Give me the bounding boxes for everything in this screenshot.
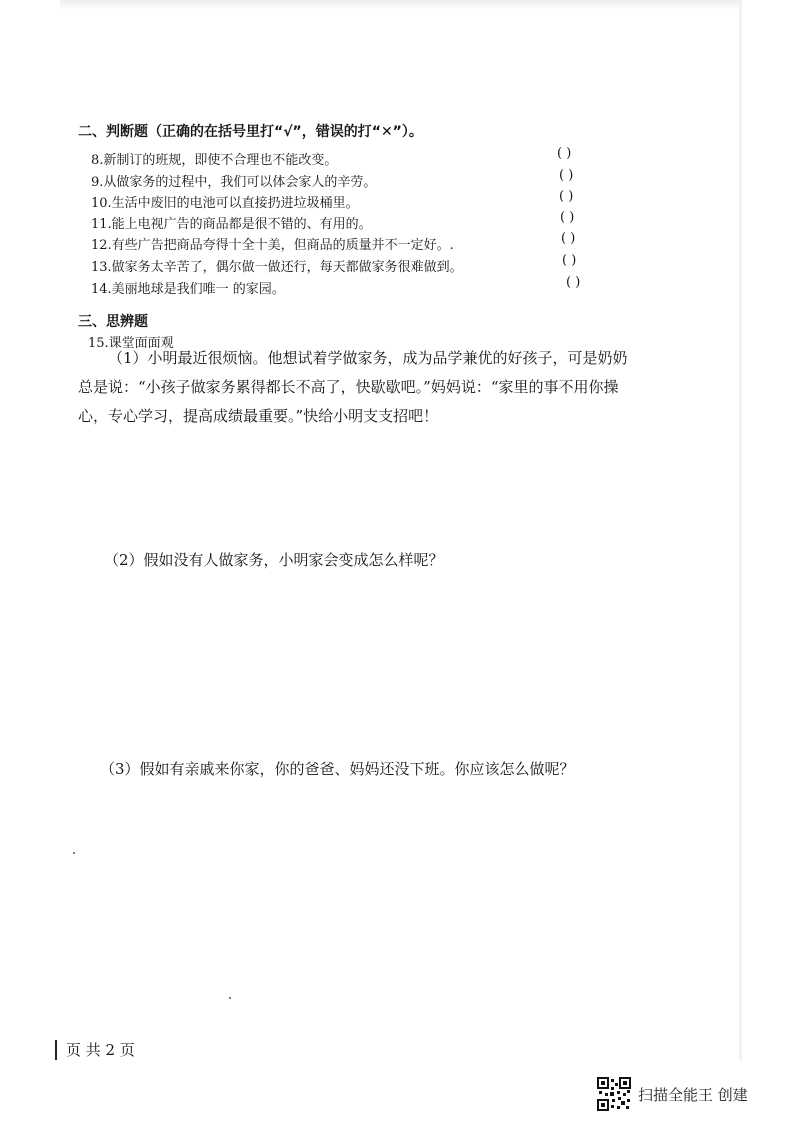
question-item: 12.有些广告把商品夸得十全十美，但商品的质量并不一定好。. (91, 238, 454, 253)
section-3-heading: 三、思辨题 (78, 314, 148, 330)
answer-blank: ( ) (566, 275, 581, 290)
question-15-part-3: （3）假如有亲戚来你家，你的爸爸、妈妈还没下班。你应该怎么做呢？ (100, 760, 575, 778)
question-item: 13.做家务太辛苦了，偶尔做一做还行，每天都做家务很难做到。 (91, 260, 463, 275)
answer-blank: ( ) (562, 253, 577, 268)
section-2-heading: 二、判断题（正确的在括号里打“√”，错误的打“✕”）。 (78, 124, 423, 140)
answer-blank: ( ) (560, 210, 575, 225)
question-item: 8.新制订的班规，即使不合理也不能改变。 (91, 153, 338, 168)
page-edge-mark (55, 1040, 57, 1060)
question-item: 11.能上电视广告的商品都是很不错的、有用的。 (91, 217, 372, 232)
answer-blank: ( ) (559, 168, 574, 183)
question-item: 10.生活中废旧的电池可以直接扔进垃圾桶里。 (91, 196, 359, 211)
qr-code-icon (597, 1077, 631, 1111)
page-count: 页 共 2 页 (66, 1041, 135, 1059)
scan-speck (229, 997, 231, 999)
answer-blank: ( ) (557, 146, 572, 161)
question-15-part-2: （2）假如没有人做家务，小明家会变成怎么样呢？ (104, 551, 444, 569)
scan-edge (739, 0, 742, 1060)
scan-speck (73, 852, 75, 854)
scan-edge (60, 0, 740, 10)
answer-blank: ( ) (561, 231, 576, 246)
question-item: 9.从做家务的过程中，我们可以体会家人的辛劳。 (91, 175, 377, 190)
scanner-watermark: 扫描全能王 创建 (638, 1086, 748, 1104)
question-15-title: 15.课堂面面观 (88, 336, 174, 351)
question-15-part-1: （1）小明最近很烦恼。他想试着学做家务，成为品学兼优的好孩子，可是奶奶总是说：“小孩子做家务累得都长不高了，快歇歇吧。”妈妈说：“家里的事不用你操心，专心学习，提高成绩最重要。”快给小明支支招吧！ (78, 349, 628, 425)
answer-blank: ( ) (559, 189, 574, 204)
question-item: 14.美丽地球是我们唯一 的家园。 (91, 282, 285, 297)
